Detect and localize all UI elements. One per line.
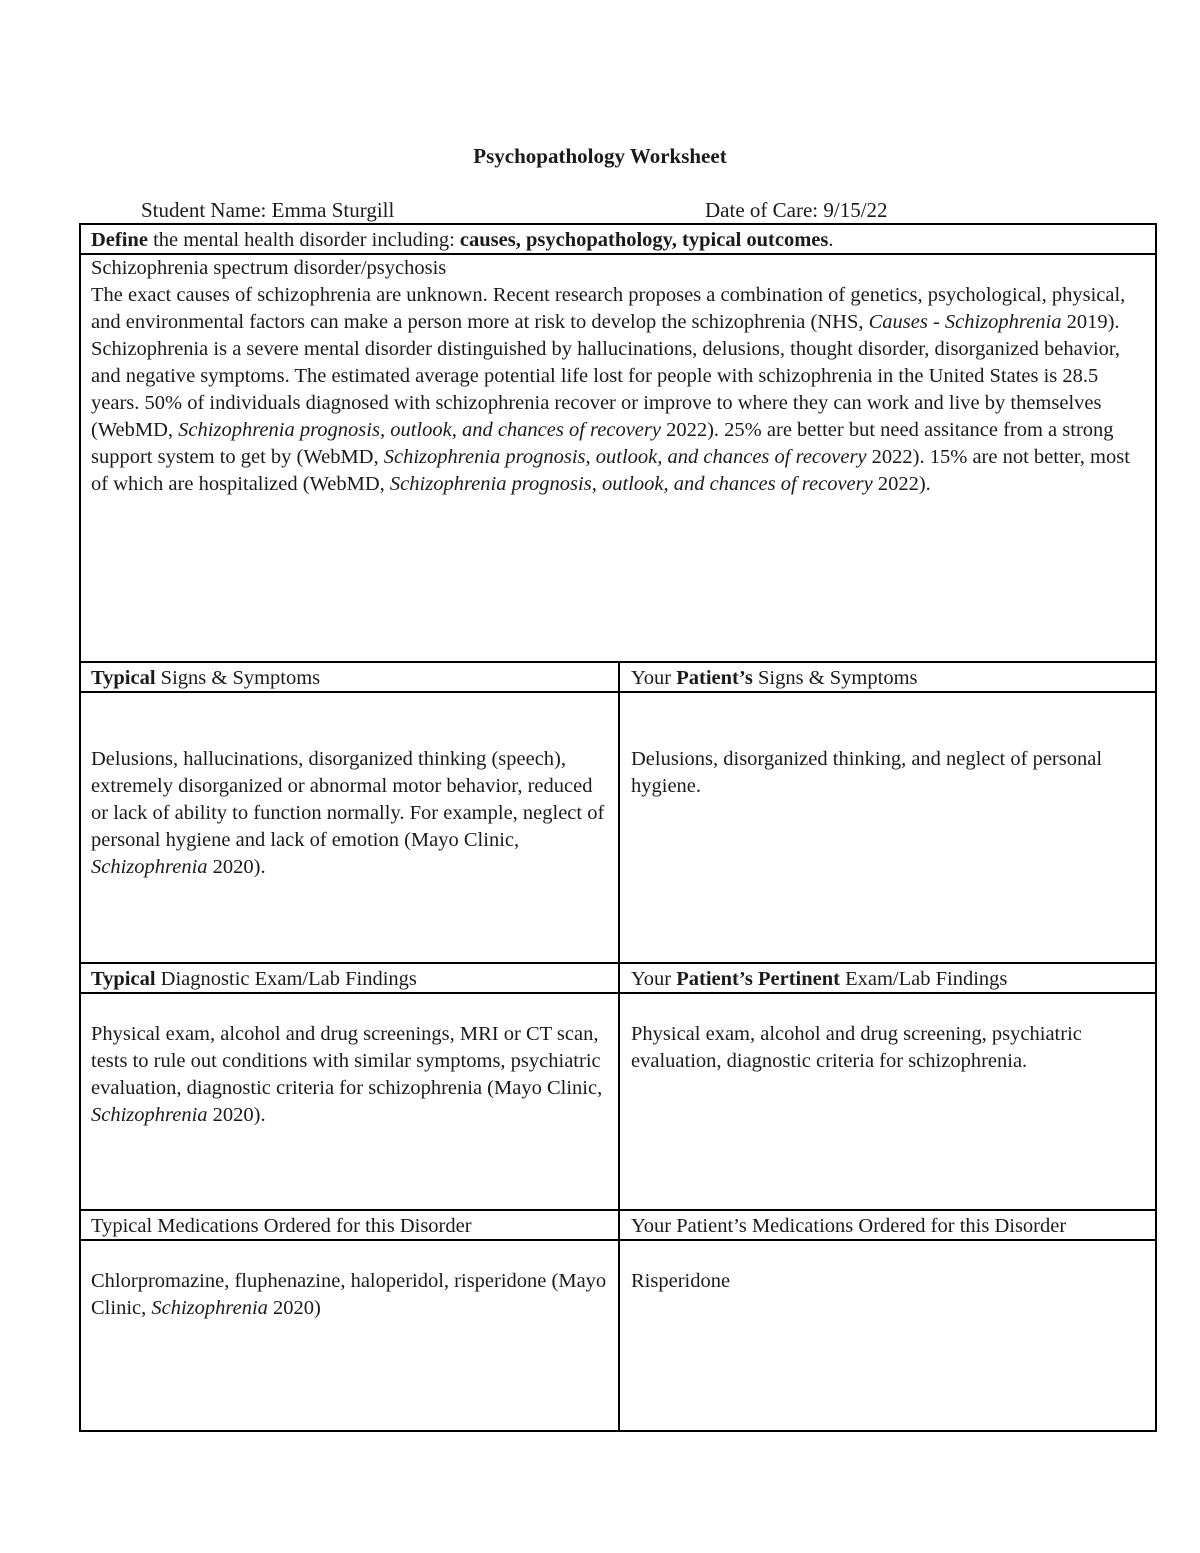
define-text-1: The exact causes of schizophrenia are unknown. Recent research proposes a combination of genetics, psychological, physical, and environmental factors can make a person more at risk to develop the schizophrenia (NHS, [91,284,1126,333]
patient-exam-body: Physical exam, alcohol and drug screening, psychiatric evaluation, diagnostic criteria for schizophrenia. [618,994,1155,1209]
define-header-keywords: causes, psychopathology, typical outcomes [459,229,829,251]
typical-exam-text: Physical exam, alcohol and drug screenings, MRI or CT scan, tests to rule out conditions with similar symptoms, psychiatric evaluation, diagnostic criteria for schizophrenia (Mayo Clinic, [91,1023,603,1099]
patient-meds-body: Risperidone [618,1241,1155,1430]
meds-header-row [79,1211,1157,1241]
define-text-5: 2022). [872,473,931,495]
typical-exam-header-text: Diagnostic Exam/Lab Findings [155,968,417,990]
typical-exam-header-bold: Typical [91,968,156,990]
disorder-heading: Schizophrenia spectrum disorder/psychosis [91,257,447,279]
define-citation-2: Schizophrenia prognosis, outlook, and chances of recovery [178,419,661,441]
typical-signs-body [81,693,618,962]
typical-signs-header [81,663,618,691]
exam-body-row [79,994,1157,1211]
typical-meds-header: Typical Medications Ordered for this Disorder [91,1215,472,1237]
define-body [81,255,1155,661]
define-header-row [79,223,1157,255]
define-header-period: . [828,229,834,251]
meds-body-row [79,1241,1157,1432]
patient-signs-header-bold: Patient’s [676,667,753,689]
typical-meds-citation: Schizophrenia [151,1297,268,1319]
define-citation-3: Schizophrenia prognosis, outlook, and chances of recovery [383,446,867,468]
define-text-4: 2022). 15% are not better, most of which are hospitalized (WebMD, [91,446,1130,495]
patient-exam-header-bold: Patient’s Pertinent [676,968,840,990]
patient-exam-header [618,964,1155,992]
date-of-care: Date of Care: 9/15/22 [705,198,888,222]
define-text-3: 2022). 25% are better but need assitance from a strong support system to get by (WebMD, [91,419,1114,468]
patient-exam-header-text-2: Exam/Lab Findings [839,968,1008,990]
patient-exam-header-text-1: Your [631,968,677,990]
define-body-row [79,255,1157,663]
typical-exam-citation: Schizophrenia [91,1104,208,1126]
patient-signs-header-text-1: Your [631,667,677,689]
typical-exam-header [81,964,618,992]
typical-signs-header-text: Signs & Symptoms [155,667,321,689]
typical-exam-body [81,994,618,1209]
define-header [81,225,1155,253]
typical-meds-text: Chlorpromazine, fluphenazine, haloperidol, risperidone (Mayo Clinic, [91,1270,607,1319]
typical-signs-text: Delusions, hallucinations, disorganized thinking (speech), extremely disorganized or abnormal motor behavior, reduced or lack of ability to function normally. For example, neglect of personal hygiene and lack of emotion (Mayo Clinic, [91,748,605,851]
typical-exam-end: 2020). [207,1104,266,1126]
patient-signs-header-text-2: Signs & Symptoms [752,667,918,689]
signs-header-row [79,663,1157,693]
patient-signs-header [618,663,1155,691]
exam-header-row [79,964,1157,994]
typical-signs-end: 2020). [207,856,266,878]
patient-meds-header: Your Patient’s Medications Ordered for this Disorder [618,1211,1155,1239]
worksheet-table [79,223,1157,1432]
define-citation-1: Causes - Schizophrenia [868,311,1062,333]
patient-signs-body: Delusions, disorganized thinking, and neglect of personal hygiene. [618,693,1155,962]
define-text-2: 2019). Schizophrenia is a severe mental disorder distinguished by hallucinations, delusions, thought disorder, disorganized behavior, and negative symptoms. The estimated average potential life lost for people with schizophrenia in the United States is 28.5 years. 50% of individuals diagnosed with schizophrenia recover or improve to where they can work and live by themselves (WebMD, [91,311,1121,441]
signs-body-row [79,693,1157,964]
define-paragraph [91,282,1145,498]
typical-meds-end: 2020) [267,1297,321,1319]
student-name: Student Name: Emma Sturgill [141,198,395,222]
typical-meds-body [81,1241,618,1430]
define-header-text: the mental health disorder including: [147,229,460,251]
define-citation-4: Schizophrenia prognosis, outlook, and chances of recovery [389,473,873,495]
typical-signs-citation: Schizophrenia [91,856,208,878]
typical-signs-header-bold: Typical [91,667,156,689]
worksheet-title: Psychopathology Worksheet [473,144,727,168]
define-header-bold: Define [91,229,148,251]
